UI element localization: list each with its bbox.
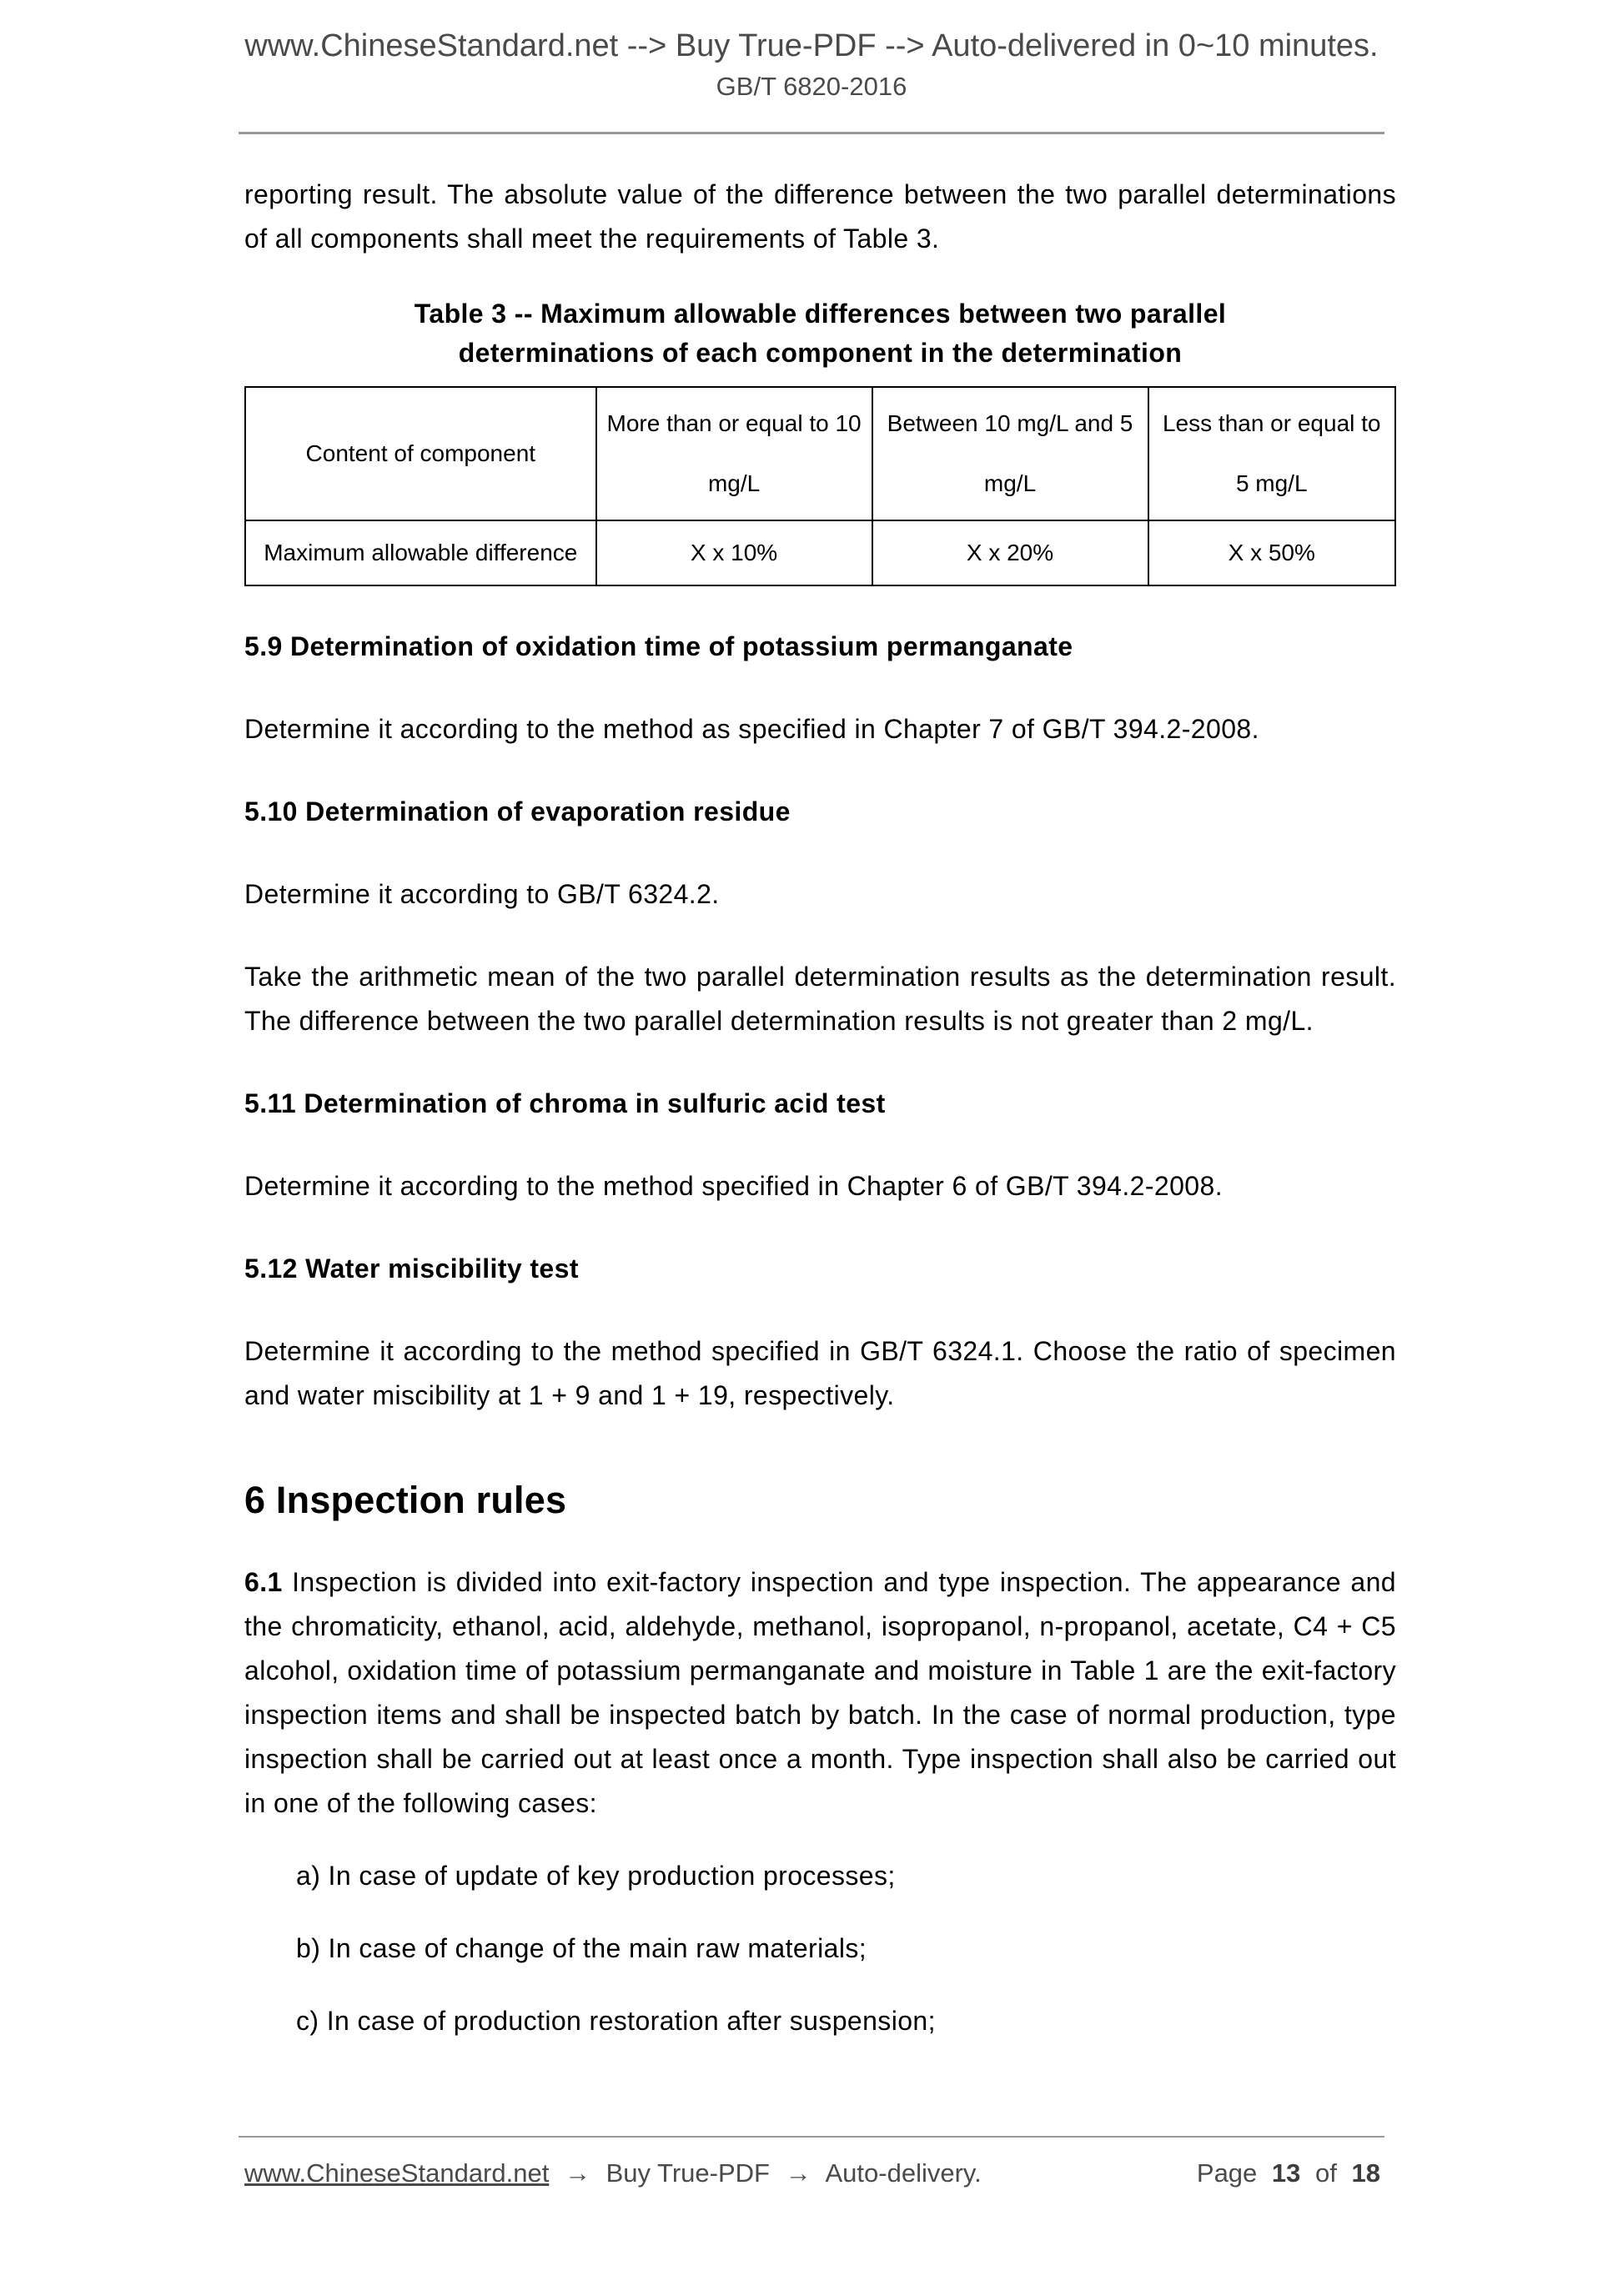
section-5-11-heading: 5.11 Determination of chroma in sulfuric acid test bbox=[244, 1088, 886, 1118]
footer-arrow-icon: → bbox=[564, 2158, 590, 2188]
footer-arrow-icon: → bbox=[785, 2158, 812, 2188]
section-5-10-heading: 5.10 Determination of evaporation residue bbox=[244, 796, 791, 826]
table3-header-cell-le5: Less than or equal to 5 mg/L bbox=[1148, 387, 1396, 520]
doc-number: GB/T 6820-2016 bbox=[716, 71, 907, 101]
page-header bbox=[0, 0, 1623, 102]
intro-paragraph: reporting result. The absolute value of the difference between the two parallel determinations of all components shall meet the requirements of Table 3. bbox=[244, 178, 1396, 254]
table3-header-row bbox=[245, 387, 1395, 520]
section-5-11-paragraph: Determine it according to the method specified in Chapter 6 of GB/T 394.2-2008. bbox=[244, 1170, 1223, 1201]
table3-header-cell-component: Content of component bbox=[245, 387, 596, 520]
footer-page-total: 18 bbox=[1351, 2158, 1380, 2188]
section-5-12-paragraph: Determine it according to the method specified in GB/T 6324.1. Choose the ratio of specimen and water miscibility at 1 + 9 and 1 + 19, respectively. bbox=[244, 1335, 1396, 1410]
footer-page-word: Page bbox=[1196, 2158, 1258, 2188]
section-5-9-paragraph: Determine it according to the method as specified in Chapter 7 of GB/T 394.2-2008. bbox=[244, 713, 1259, 744]
table3 bbox=[244, 386, 1396, 586]
table3-header-cell-between: Between 10 mg/L and 5 mg/L bbox=[872, 387, 1148, 520]
clause-6-1-paragraph bbox=[244, 1560, 1396, 1826]
list-item-a: a) In case of update of key production processes; bbox=[296, 1860, 896, 1891]
table3-title: Table 3 -- Maximum allowable differences between two parallel determinations of each component in the determination bbox=[414, 298, 1227, 368]
clause-6-1-text: Inspection is divided into exit-factory inspection and type inspection. The appearance and the chromaticity, ethanol, acid, aldehyde, methanol, isopropanol, n-propanol, acetate, C4 + C5 alcohol, oxidation time of potassium permanganate and moisture in Table 1 are the exit-factory inspection items and shall be inspected batch by batch. In the case of normal production, type inspection shall be carried out at least once a month. Type inspection shall also be carried out in one of the following cases: bbox=[244, 1566, 1397, 1818]
section-5-10-paragraph-2: Take the arithmetic mean of the two parallel determination results as the determination result. The difference between the two parallel determination results is not greater than 2 mg/L. bbox=[244, 961, 1396, 1036]
footer-delivery-label: Auto-delivery. bbox=[825, 2158, 982, 2188]
list-item-b: b) In case of change of the main raw materials; bbox=[296, 1932, 867, 1963]
header-banner: www.ChineseStandard.net --> Buy True-PDF --> Auto-delivered in 0~10 minutes. bbox=[244, 28, 1379, 63]
section-5-10-paragraph-1: Determine it according to GB/T 6324.2. bbox=[244, 878, 720, 909]
footer-left bbox=[244, 2158, 990, 2188]
list-item-c: c) In case of production restoration after suspension; bbox=[296, 2005, 936, 2036]
table3-cell-value-3: X x 50% bbox=[1148, 520, 1396, 585]
document-content bbox=[244, 173, 1396, 2043]
footer-divider bbox=[239, 2136, 1384, 2138]
section-5-9-heading: 5.9 Determination of oxidation time of potassium permanganate bbox=[244, 631, 1073, 661]
chapter-6-heading: 6 Inspection rules bbox=[244, 1478, 567, 1521]
section-5-12-heading: 5.12 Water miscibility test bbox=[244, 1253, 579, 1284]
footer-site-link[interactable]: www.ChineseStandard.net bbox=[244, 2158, 550, 2188]
footer-page-indicator bbox=[1197, 2158, 1380, 2188]
page-footer bbox=[244, 2158, 1380, 2188]
footer-of-word: of bbox=[1315, 2158, 1337, 2188]
footer-buy-label: Buy True-PDF bbox=[605, 2158, 770, 2188]
clause-6-1-number: 6.1 bbox=[244, 1566, 283, 1597]
table3-cell-value-2: X x 20% bbox=[872, 520, 1148, 585]
table3-cell-row-label: Maximum allowable difference bbox=[245, 520, 596, 585]
footer-page-current: 13 bbox=[1271, 2158, 1301, 2188]
table3-header-cell-ge10: More than or equal to 10 mg/L bbox=[596, 387, 872, 520]
header-divider bbox=[239, 132, 1384, 134]
table3-cell-value-1: X x 10% bbox=[596, 520, 872, 585]
table3-data-row bbox=[245, 520, 1395, 585]
